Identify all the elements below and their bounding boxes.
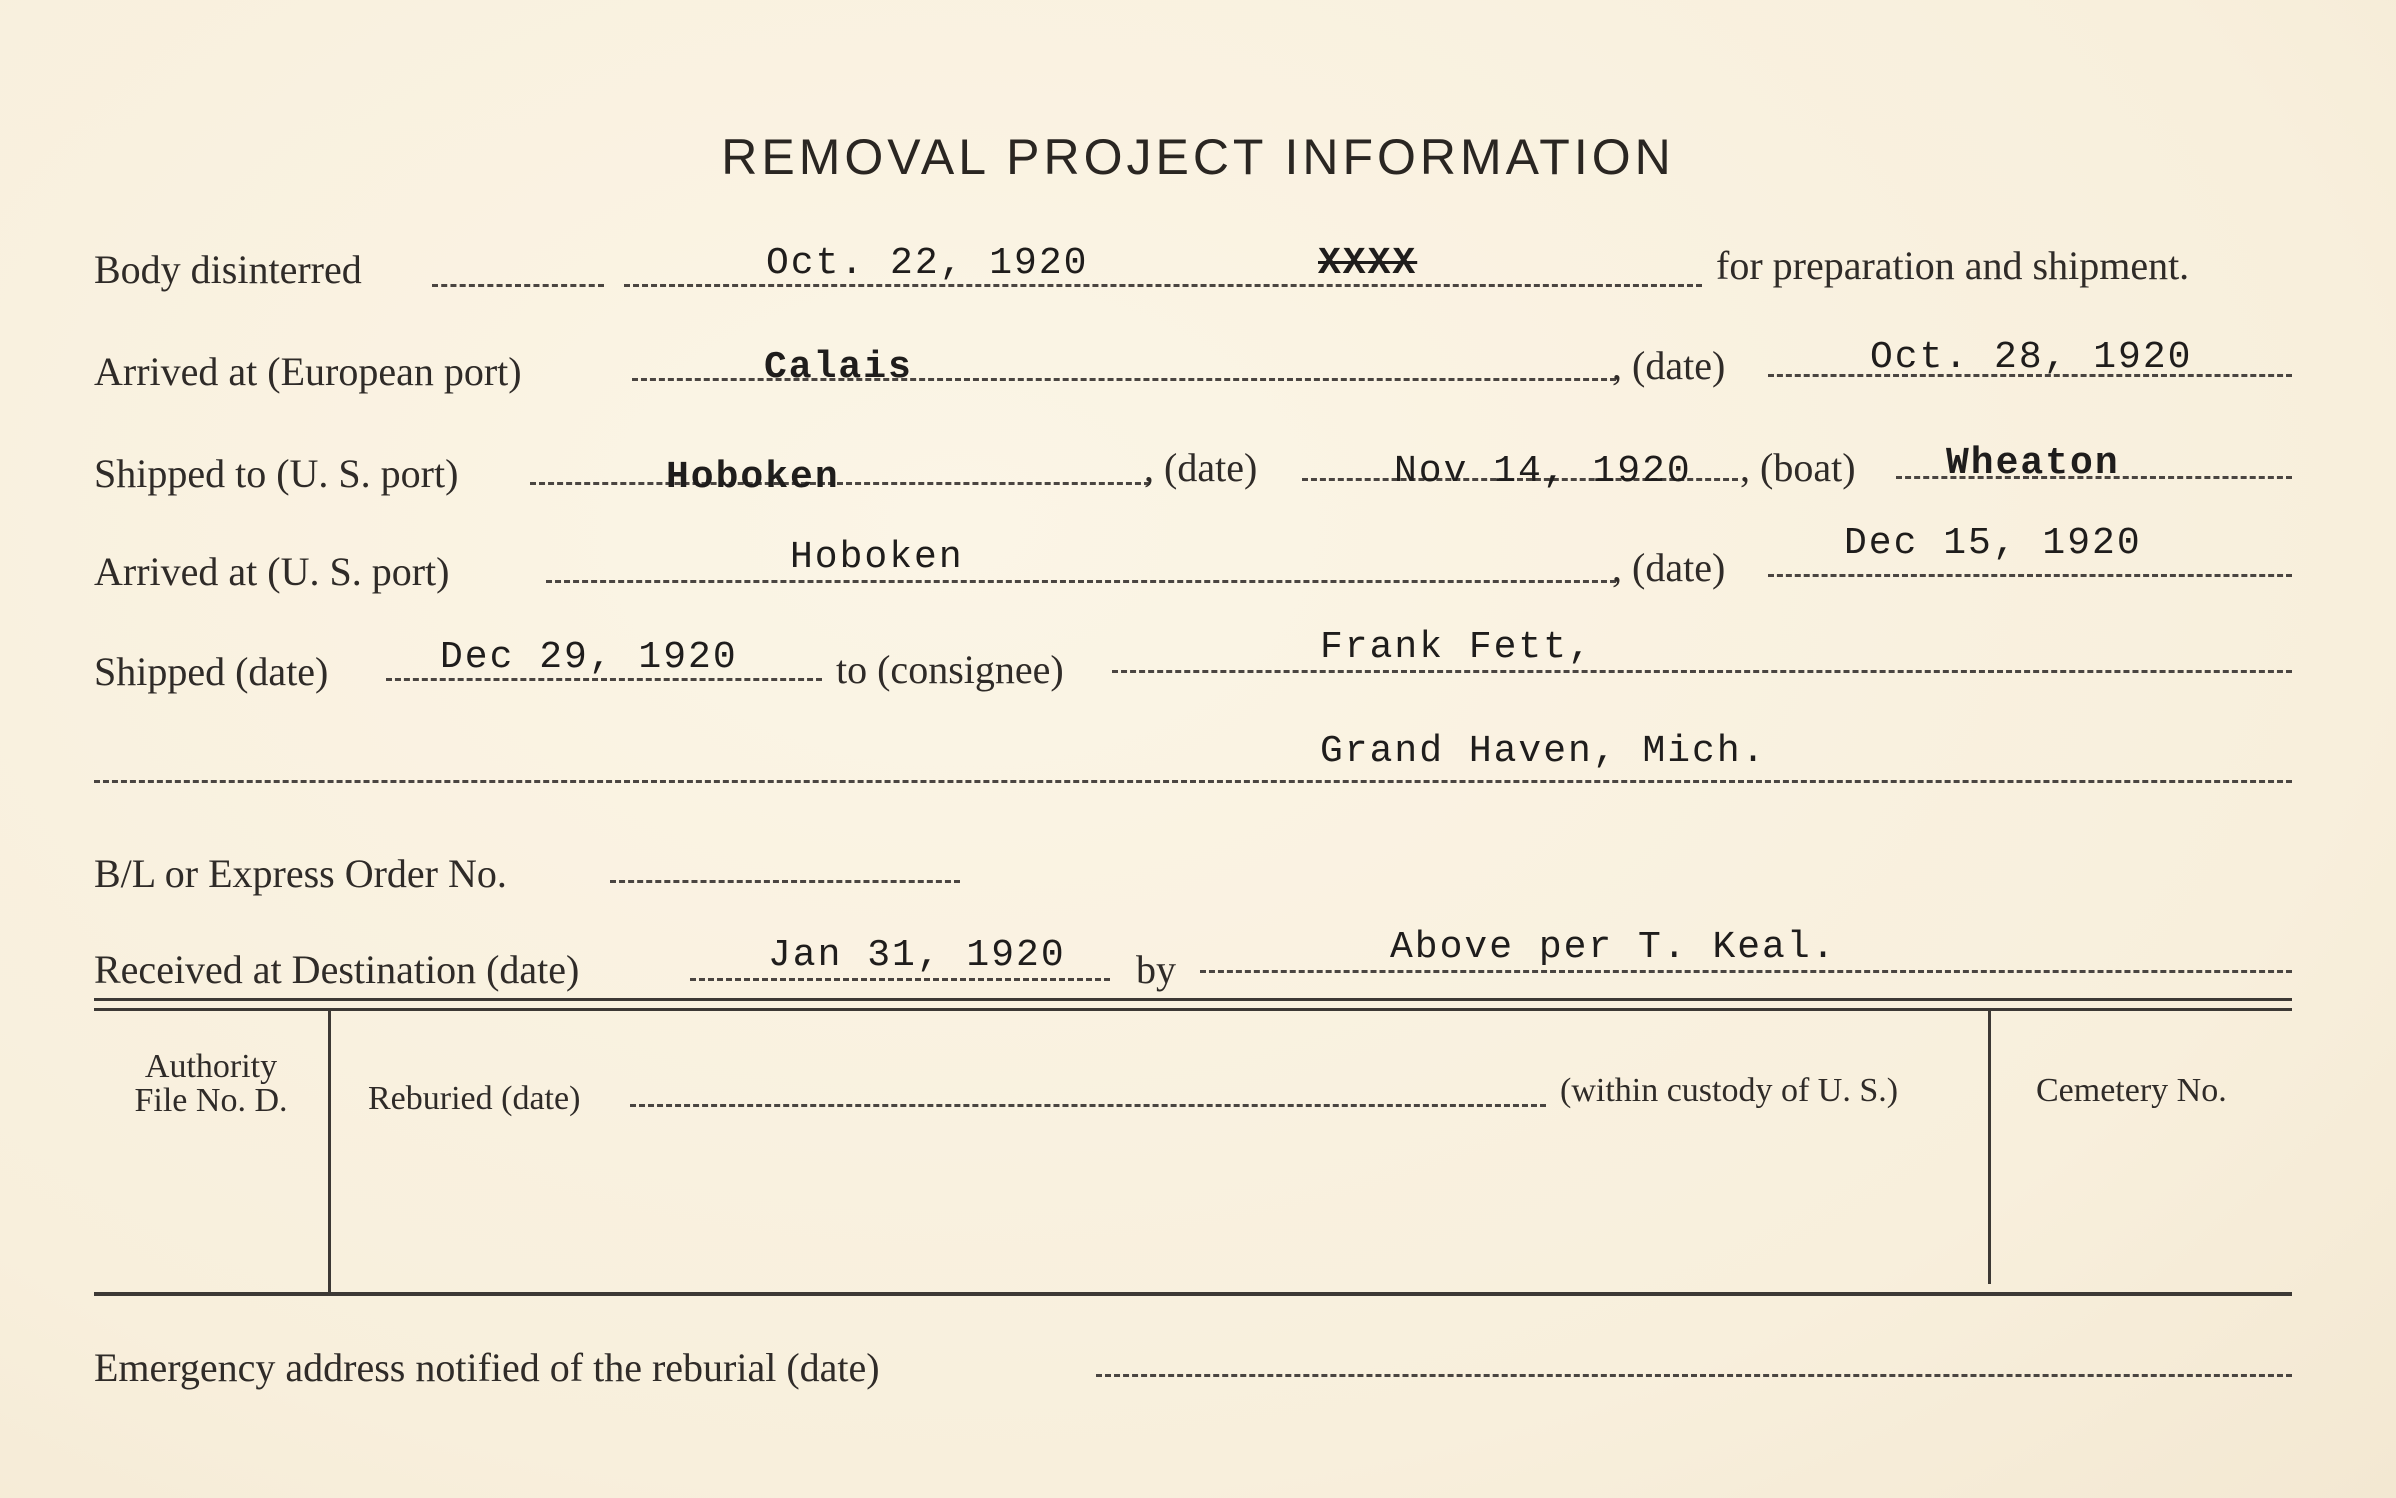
body-disinterred-suffix: for preparation and shipment. xyxy=(1716,243,2190,288)
received-label: Received at Destination (date) xyxy=(94,947,580,992)
arrived-us-date: Dec 15, 1920 xyxy=(1844,522,2142,565)
emergency-label: Emergency address notified of the reburial (date) xyxy=(94,1345,880,1390)
arrived-us-port: Hoboken xyxy=(790,536,964,579)
authority-label xyxy=(94,1050,328,1118)
arrived-european-date: Oct. 28, 1920 xyxy=(1870,336,2193,379)
arrived-european-port: Calais xyxy=(764,346,913,389)
cemetery-label: Cemetery No. xyxy=(2036,1072,2227,1109)
bl-order-label: B/L or Express Order No. xyxy=(94,851,507,896)
bl-order-line xyxy=(610,880,960,883)
body-disinterred-date: Oct. 22, 1920 xyxy=(766,242,1089,285)
table-bottom-rule xyxy=(94,1292,2292,1296)
consignee-line-2 xyxy=(94,780,2292,783)
consignee-address: Grand Haven, Mich. xyxy=(1320,730,1767,773)
received-by-line xyxy=(1200,970,2292,973)
table-top-rule-2 xyxy=(94,1008,2292,1011)
arrived-european-label: Arrived at (European port) xyxy=(94,349,522,394)
shipped-to-us-line xyxy=(530,482,1150,485)
authority-label-line-2: File No. D. xyxy=(134,1082,288,1119)
custody-label: (within custody of U. S.) xyxy=(1560,1072,1899,1109)
body-disinterred-struck: XXXX xyxy=(1318,242,1418,285)
body-disinterred-line-a xyxy=(432,284,604,287)
received-by-label: by xyxy=(1136,947,1176,992)
table-top-rule-1 xyxy=(94,998,2292,1001)
arrived-us-date-line xyxy=(1768,574,2292,577)
received-by: Above per T. Keal. xyxy=(1390,926,1837,969)
arrived-european-date-label: , (date) xyxy=(1612,343,1726,388)
consignee-name: Frank Fett, xyxy=(1320,626,1593,669)
shipped-to-us-port: Hoboken xyxy=(666,456,840,499)
card-title: REMOVAL PROJECT INFORMATION xyxy=(721,129,1675,185)
authority-label-line-1: Authority xyxy=(144,1048,278,1085)
shipped-to-us-boat: Wheaton xyxy=(1946,442,2120,485)
consignee-label: to (consignee) xyxy=(836,647,1064,692)
shipped-to-us-boat-label: , (boat) xyxy=(1740,445,1856,490)
shipped-to-us-label: Shipped to (U. S. port) xyxy=(94,451,459,496)
shipped-date-label: Shipped (date) xyxy=(94,649,329,694)
table-divider-left xyxy=(328,1010,331,1292)
arrived-us-date-label: , (date) xyxy=(1612,545,1726,590)
shipped-to-us-date: Nov 14, 1920 xyxy=(1394,450,1692,493)
received-date-line xyxy=(690,978,1110,981)
arrived-us-line xyxy=(546,580,1616,583)
shipped-date: Dec 29, 1920 xyxy=(440,636,738,679)
body-disinterred-label: Body disinterred xyxy=(94,247,362,292)
reburied-line xyxy=(630,1104,1546,1107)
emergency-line xyxy=(1096,1374,2292,1377)
arrived-us-label: Arrived at (U. S. port) xyxy=(94,549,450,594)
reburied-label: Reburied (date) xyxy=(368,1080,581,1117)
received-date: Jan 31, 1920 xyxy=(768,934,1066,977)
consignee-line-1 xyxy=(1112,670,2292,673)
table-divider-right xyxy=(1988,1010,1991,1284)
shipped-to-us-date-label: , (date) xyxy=(1144,445,1258,490)
